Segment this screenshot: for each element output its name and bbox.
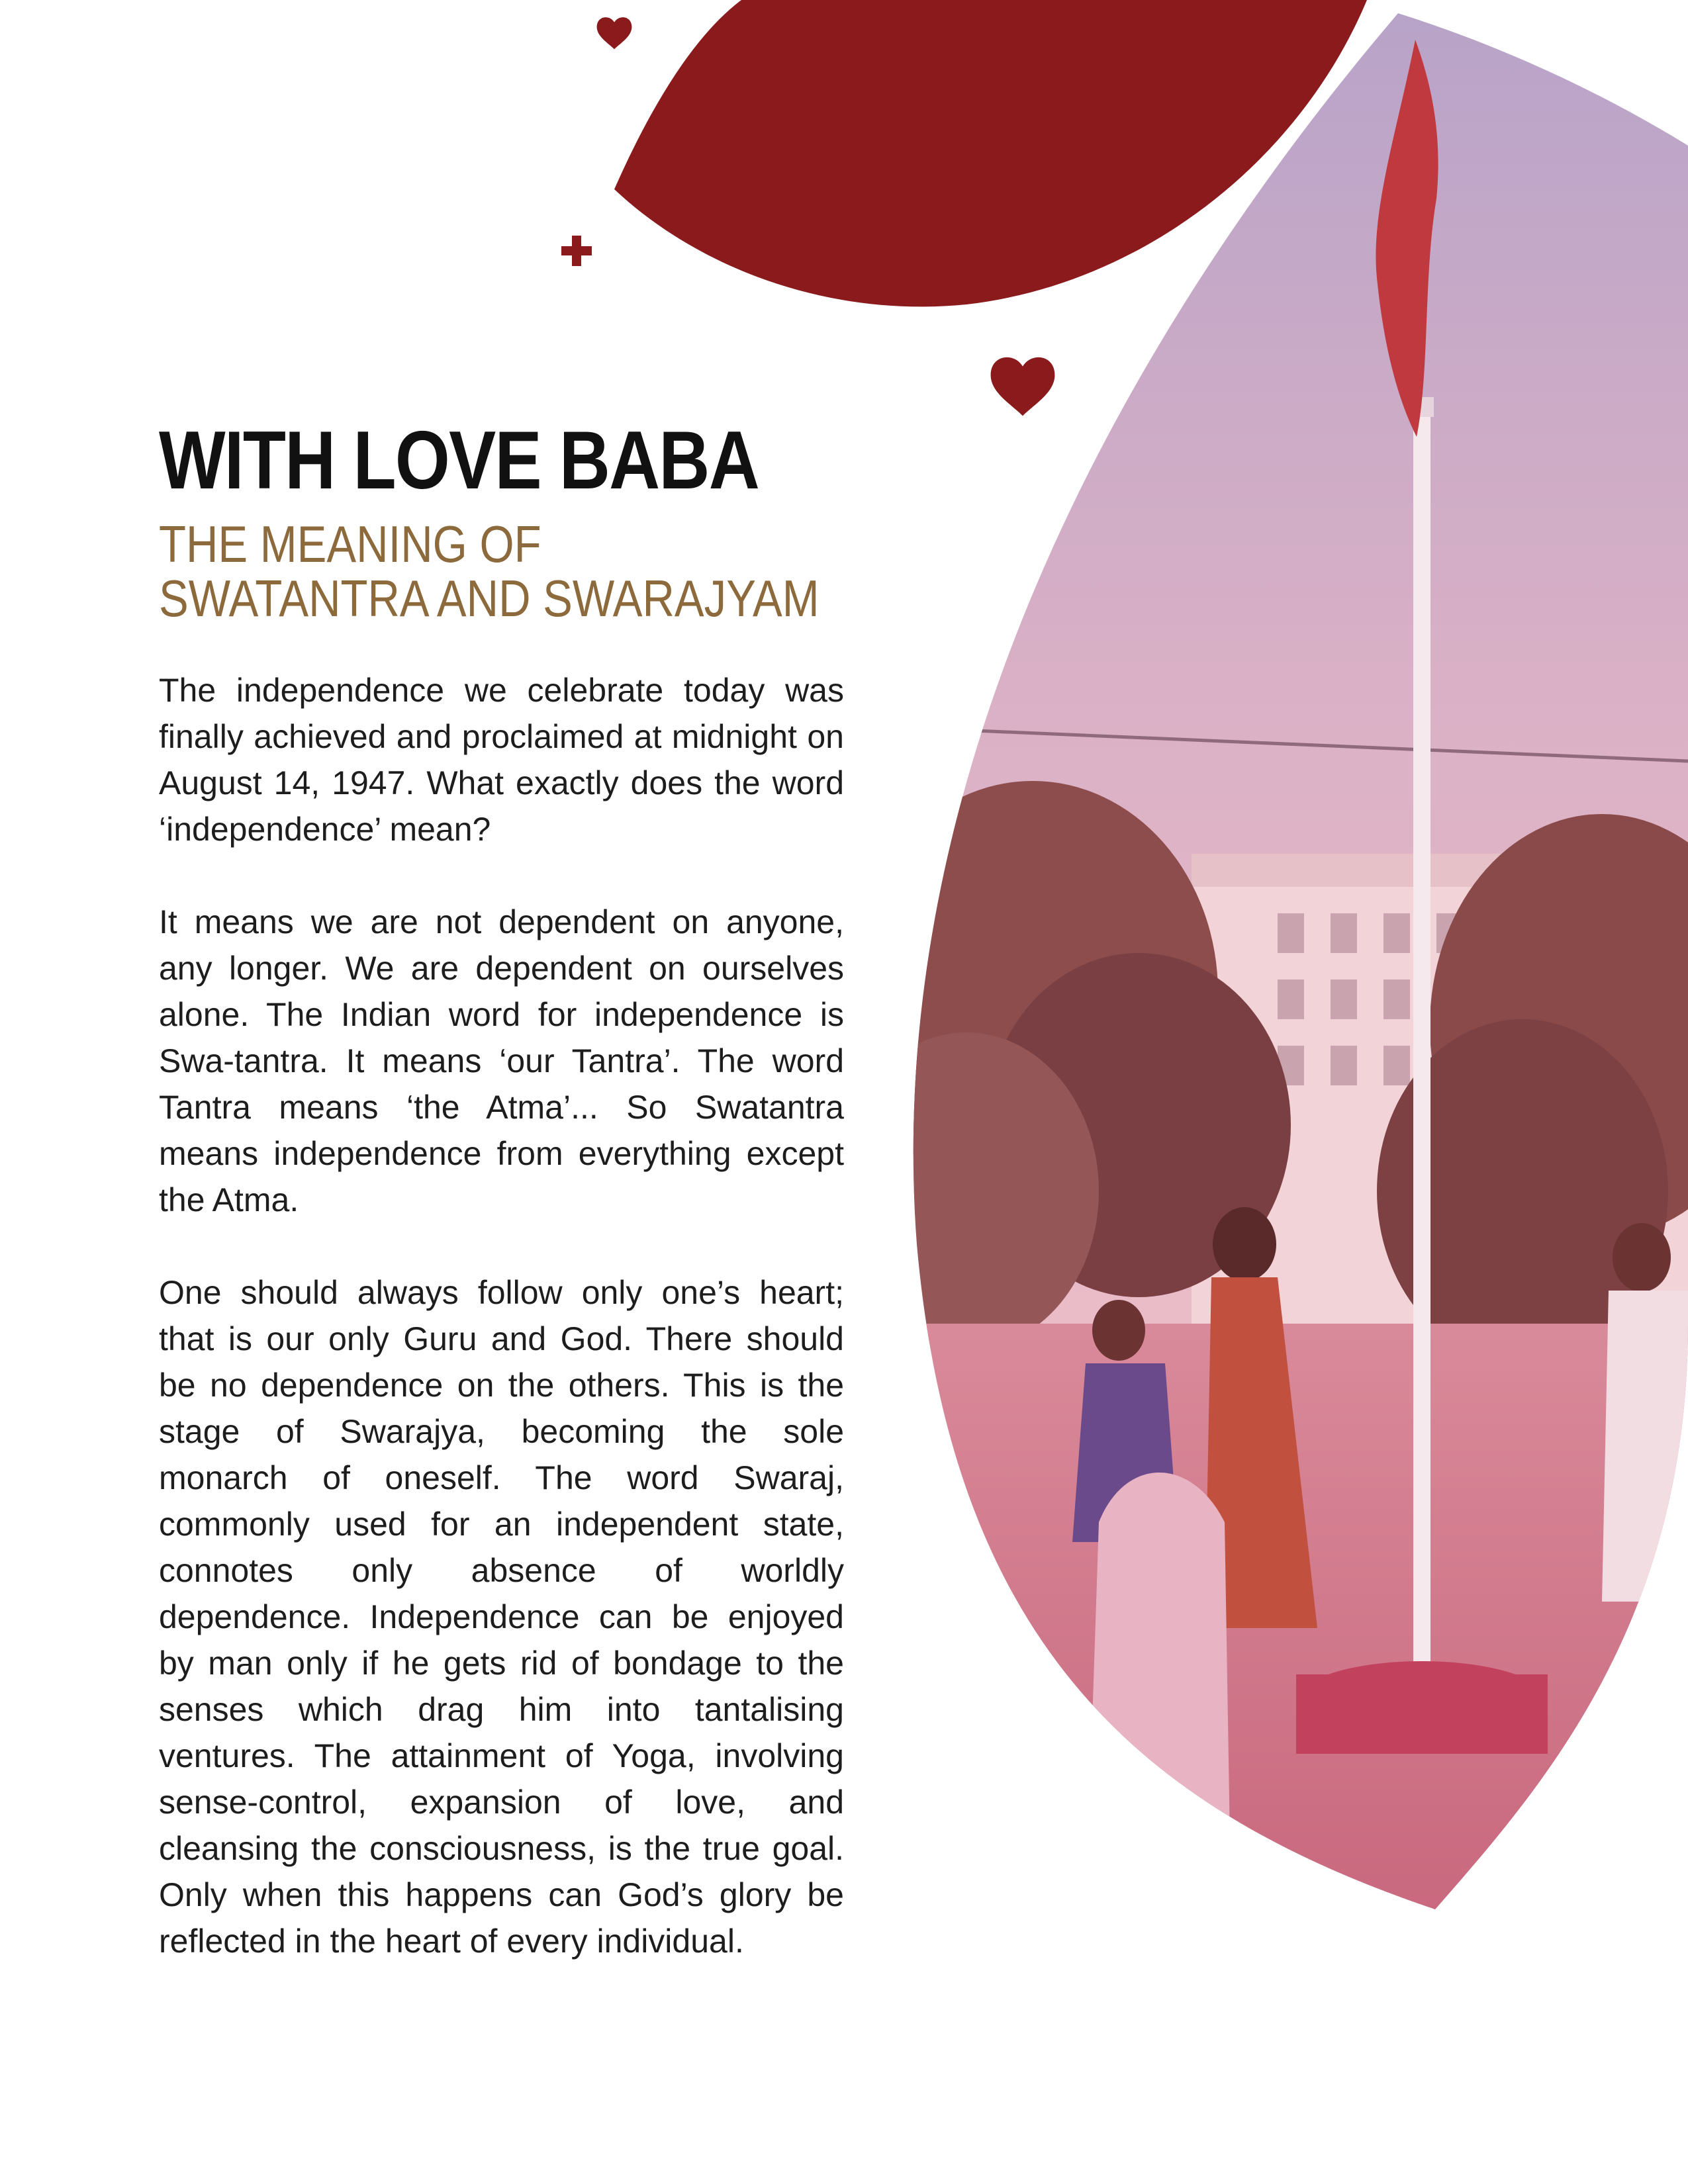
subtitle-line: THE MEANING OF [159,514,541,573]
page-subtitle [159,514,842,627]
paragraph: It means we are not dependent on anyone, any longer. We are dependent on ourselves alone. The Indian word for independence is Swa-tantra. It means ‘our Tantra’. The word Tantra means ‘the Atma’... So Swatantra means independence from everything except the Atma. [159,903,844,1218]
paragraph: One should always follow only one’s heart; that is our only Guru and God. There should be no dependence on the others. This is the stage of Swarajya, becoming the sole monarch of oneself. The word Swaraj, commonly used for an independent state, connotes only absence of worldly dependence. Independence can be enjoyed by man only if he gets rid of bondage to the senses which drag him into tantalising ventures. The attainment of Yoga, involving sense-control, expansion of love, and cleansing the consciousness, is the true goal. Only when this happens can God’s glory be reflected in the heart of every individual. [159,1273,844,1960]
page-title: WITH LOVE BABA [159,415,759,506]
heart-icon [597,17,632,49]
subtitle-line: SWATANTRA AND SWARAJYAM [159,569,820,627]
article-body [159,667,844,1964]
paragraph: The independence we celebrate today was finally achieved and proclaimed at midnight on August 14, 1947. What exactly does the word ‘independence’ mean? [159,671,844,848]
article-column [159,417,844,2011]
heart-icon [991,357,1055,416]
plus-icon [561,236,592,266]
